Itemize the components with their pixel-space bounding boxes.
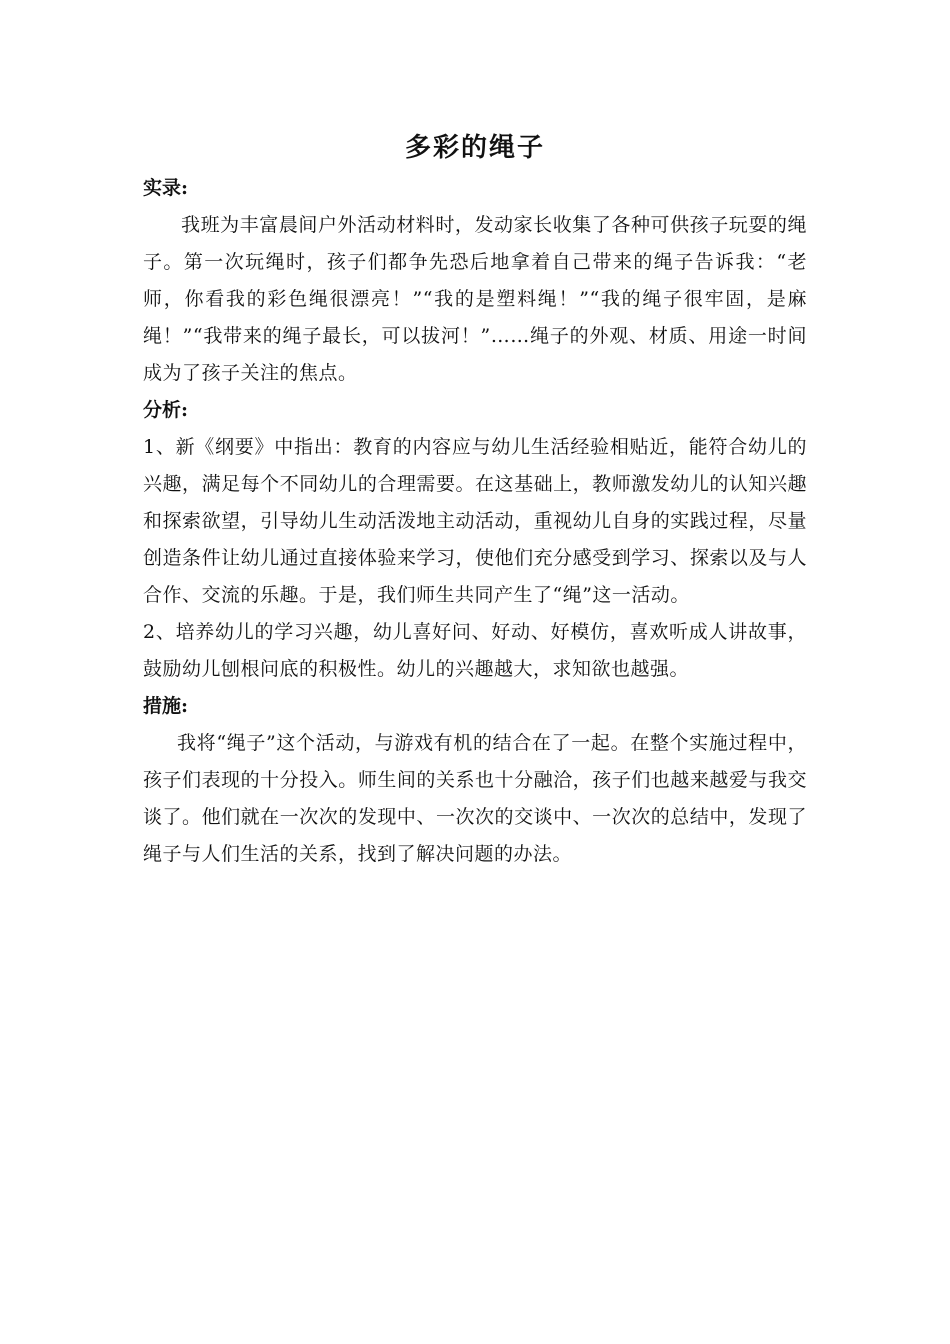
measures-paragraph: 我将“绳子”这个活动，与游戏有机的结合在了一起。在整个实施过程中，孩子们表现的十分投入。师生间的关系也十分融洽，孩子们也越来越爱与我交谈了。他们就在一次次的发现中、一次次的交谈中、一次次的总结中，发现了绳子与人们生活的关系，找到了解决问题的办法。 <box>143 732 807 865</box>
section-record <box>143 170 807 392</box>
section-heading-record: 实录: <box>143 177 189 199</box>
document-title: 多彩的绳子 <box>404 133 545 163</box>
section-analysis <box>143 392 807 688</box>
section-heading-measures: 措施: <box>143 695 189 717</box>
section-measures <box>143 688 807 873</box>
analysis-paragraph-1: 1、新《纲要》中指出：教育的内容应与幼儿生活经验相贴近，能符合幼儿的兴趣，满足每个不同幼儿的合理需要。在这基础上，教师激发幼儿的认知兴趣和探索欲望，引导幼儿生动活泼地主动活动，重视幼儿自身的实践过程，尽量创造条件让幼儿通过直接体验来学习，使他们充分感受到学习、探索以及与人合作、交流的乐趣。于是，我们师生共同产生了“绳”这一活动。 <box>143 436 807 606</box>
record-paragraph: 我班为丰富晨间户外活动材料时，发动家长收集了各种可供孩子玩耍的绳子。第一次玩绳时，孩子们都争先恐后地拿着自己带来的绳子告诉我：“老师，你看我的彩色绳很漂亮！”“我的是塑料绳！”“我的绳子很牢固，是麻绳！”“我带来的绳子最长，可以拔河！”……绳子的外观、材质、用途一时间成为了孩子关注的焦点。 <box>143 214 807 384</box>
section-heading-analysis: 分析: <box>143 399 189 421</box>
document-page <box>143 128 807 873</box>
analysis-paragraph-2: 2、培养幼儿的学习兴趣，幼儿喜好问、好动、好模仿，喜欢听成人讲故事，鼓励幼儿刨根问底的积极性。幼儿的兴趣越大，求知欲也越强。 <box>143 621 807 680</box>
